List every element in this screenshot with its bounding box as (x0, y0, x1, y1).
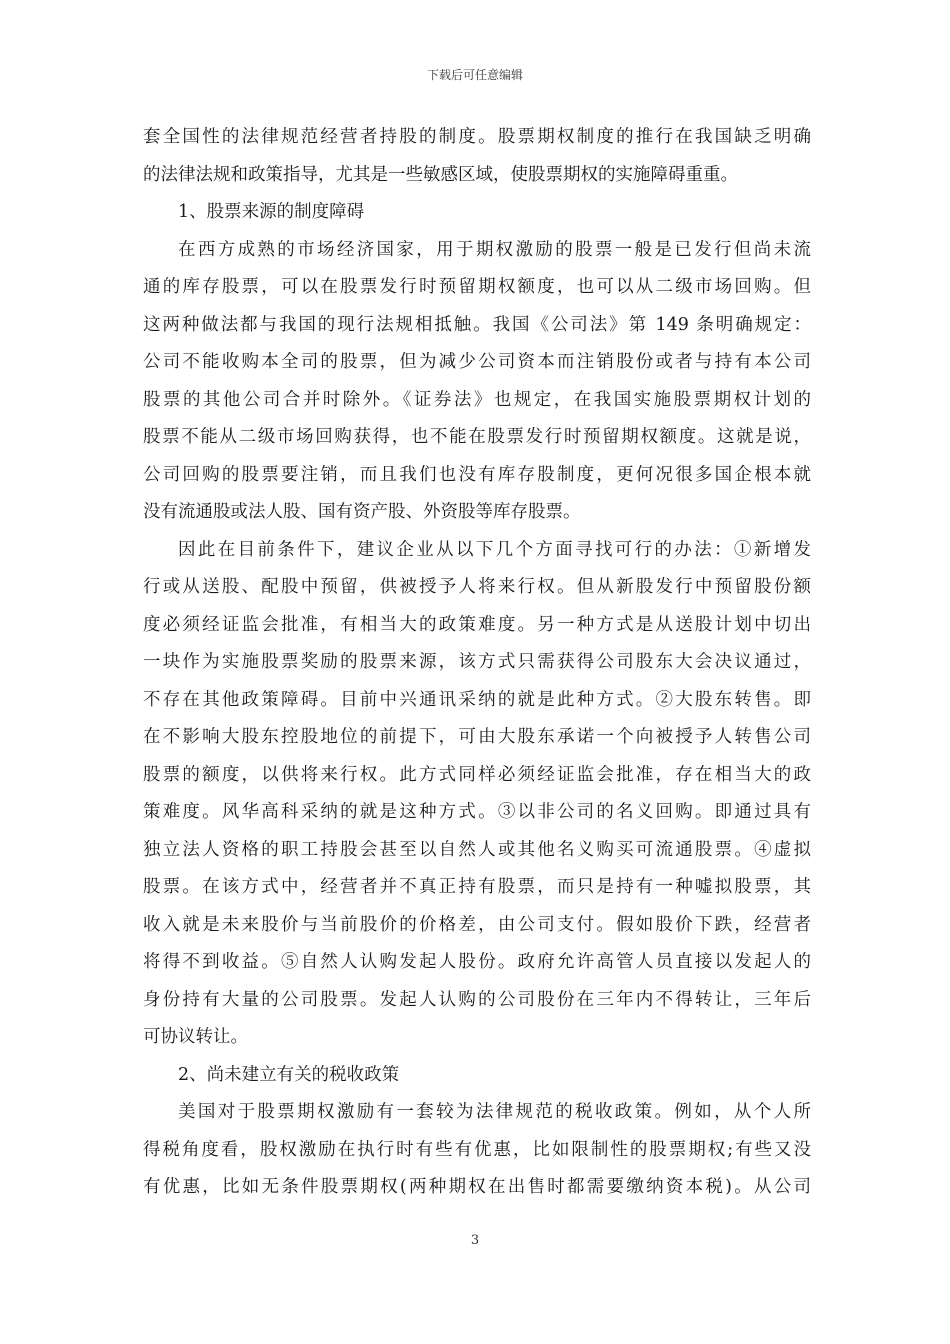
text-line: 行或从送股、配股中预留，供被授予人将来行权。但从新股发行中预留股份额 (143, 577, 811, 597)
text-line: 的法律法规和政策指导，尤其是一些敏感区域，使股票期权的实施障碍重重。 (143, 164, 738, 185)
text-line: 策难度。风华高科采纳的就是这种方式。③以非公司的名义回购。即通过具有 (143, 802, 811, 822)
text-line: 公司回购的股票要注销，而且我们也没有库存股制度，更何况很多国企根本就 (143, 464, 811, 485)
text-line: 独立法人资格的职工持股会甚至以自然人或其他名义购买可流通股票。④虚拟 (143, 839, 811, 860)
text-line: 身份持有大量的公司股票。发起人认购的公司股份在三年内不得转让，三年后 (143, 989, 811, 1010)
page-number: 3 (470, 1233, 480, 1248)
text-line: 股票不能从二级市场回购获得，也不能在股票发行时预留期权额度。这就是说， (143, 427, 811, 447)
text-line: 2、尚未建立有关的税收政策 (178, 1064, 400, 1085)
text-line: 在西方成熟的市场经济国家，用于期权激励的股票一般是已发行但尚未流 (178, 239, 811, 260)
text-line: 有优惠，比如无条件股票期权(两种期权在出售时都需要缴纳资本税)。从公司 (143, 1177, 811, 1197)
text-line: 美国对于股票期权激励有一套较为法律规范的税收政策。例如，从个人所 (178, 1102, 811, 1122)
text-line: 将得不到收益。⑤自然人认购发起人股份。政府允许高管人员直接以发起人的 (143, 952, 811, 972)
text-line: 不存在其他政策障碍。目前中兴通讯采纳的就是此种方式。②大股东转售。即 (143, 689, 811, 710)
text-line: 度必须经证监会批准，有相当大的政策难度。另一种方式是从送股计划中切出 (143, 614, 811, 635)
text-line: 在不影响大股东控股地位的前提下，可由大股东承诺一个向被授予人转售公司 (143, 727, 811, 747)
text-line: 股票的其他公司合并时除外。《证券法》也规定，在我国实施股票期权计划的 (143, 389, 811, 410)
text-line: 这两种做法都与我国的现行法规相抵触。我国《公司法》第 149 条明确规定： (143, 314, 811, 335)
text-line: 可协议转让。 (143, 1027, 248, 1047)
text-line: 股票。在该方式中，经营者并不真正持有股票，而只是持有一种嘘拟股票，其 (143, 877, 811, 897)
text-line: 股票的额度，以供将来行权。此方式同样必须经证监会批准，存在相当大的政 (143, 764, 811, 785)
text-line: 一块作为实施股票奖励的股票来源，该方式只需获得公司股东大会决议通过， (143, 652, 811, 672)
text-line: 套全国性的法律规范经营者持股的制度。股票期权制度的推行在我国缺乏明确 (143, 127, 811, 147)
text-line: 因此在目前条件下，建议企业从以下几个方面寻找可行的办法：①新增发 (178, 539, 811, 560)
text-line: 没有流通股或法人股、国有资产股、外资股等库存股票。 (143, 502, 581, 522)
text-line: 1、股票来源的制度障碍 (178, 202, 365, 222)
text-line: 收入就是未来股价与当前股价的价格差，由公司支付。假如股价下跌，经营者 (143, 914, 811, 935)
text-line: 通的库存股票，可以在股票发行时预留期权额度，也可以从二级市场回购。但 (143, 277, 811, 297)
document-body (143, 119, 811, 1207)
text-line: 得税角度看，股权激励在执行时有些有优惠，比如限制性的股票期权;有些又没 (143, 1139, 811, 1160)
page-header: 下载后可任意编辑 (426, 68, 523, 82)
text-line: 公司不能收购本全司的股票，但为减少公司资本而注销股份或者与持有本公司 (143, 352, 811, 372)
